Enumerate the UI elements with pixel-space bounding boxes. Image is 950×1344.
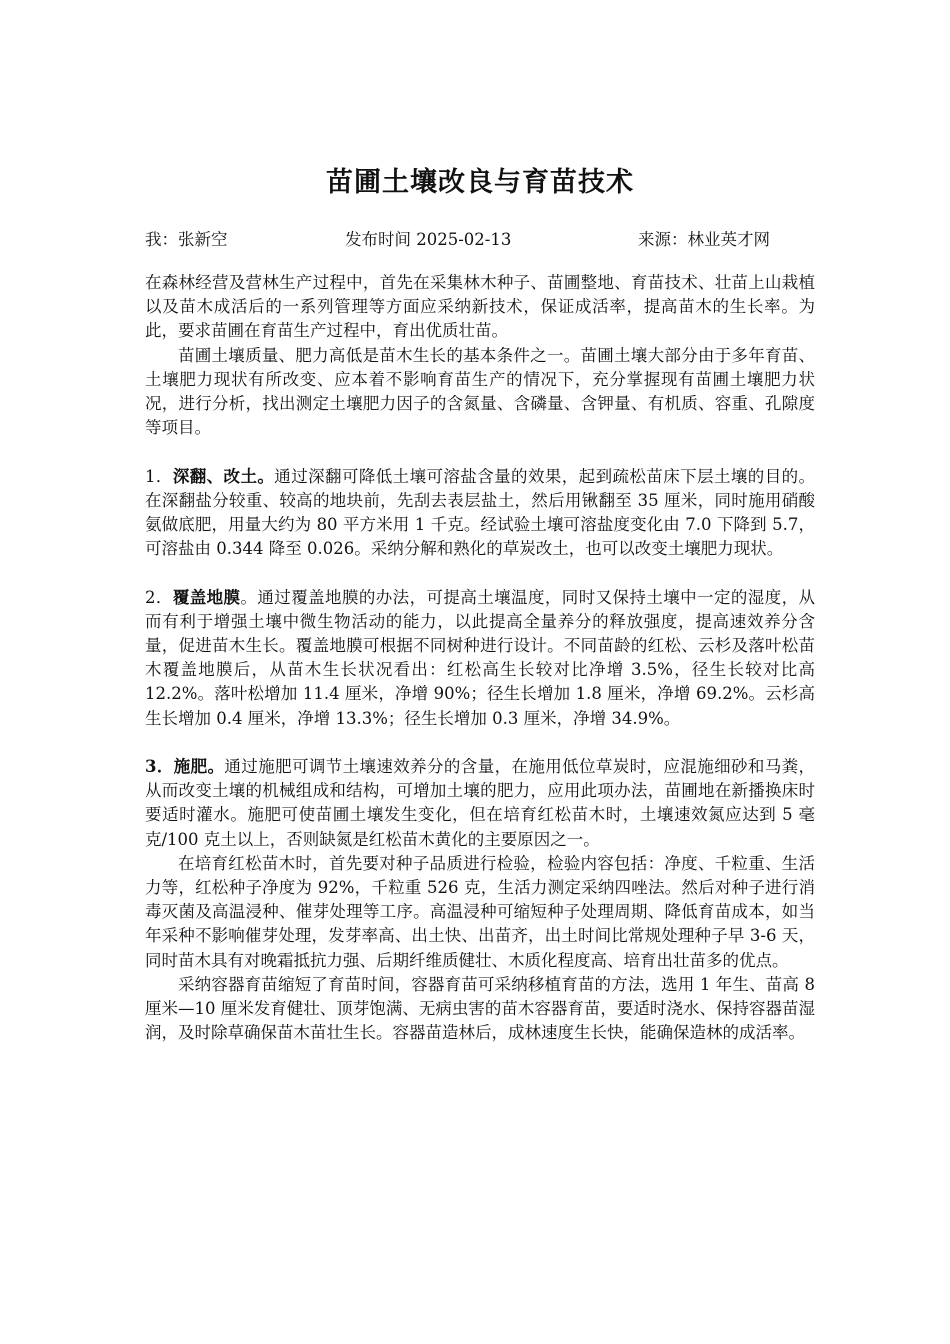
article-meta (145, 226, 815, 250)
section-heading: 覆盖地膜 (172, 587, 241, 607)
seed-inspection-paragraph: 在培育红松苗木时，首先要对种子品质进行检验，检验内容包括：净度、千粒重、生活力等，红松种子净度为 92%，千粒重 526 克，生活力测定采纳四唑法。然后对种子进行消毒灭菌及高温浸种、催芽处理等工序。高温浸种可缩短种子处理周期、降低育苗成本，如当年采种不影响催芽处理，发芽率高、出土快、出苗齐，出土时间比常规处理种子早 3-6 天，同时苗木具有对晚霜抵抗力强、后期纤维质健壮、木质化程度高、培育出壮苗多的优点。 (145, 853, 815, 970)
section-number: 1． (145, 466, 173, 486)
section-mulch-film (145, 586, 815, 731)
section-text: 。通过覆盖地膜的办法，可提高土壤温度，同时又保持土壤中一定的湿度，从而有利于增强土壤中微生物活动的能力，以此提高全量养分的释放强度，提高速效养分含量，促进苗木生长。覆盖地膜可根据不同树种进行设计。不同苗龄的红松、云杉及落叶松苗木覆盖地膜后，从苗木生长状况看出：红松高生长较对比净增 3.5%，径生长较对比高 12.2%。落叶松增加 11.4 厘米，净增 90%；径生长增加 1.8 厘米，净增 69.2%。云杉高生长增加 0.4 厘米，净增 13.3%；径生长增加 0.3 厘米，净增 34.9%。 (145, 587, 816, 728)
publish-date: 发布时间 2025-02-13 (345, 230, 512, 249)
source-label: 来源：林业英才网 (638, 230, 770, 249)
section-text: 通过深翻可降低土壤可溶盐含量的效果，起到疏松苗床下层土壤的目的。在深翻盐分较重、较高的地块前，先刮去表层盐土，然后用锹翻至 35 厘米，同时施用硝酸氨做底肥，用量大约为 80 平方米用 1 千克。经试验土壤可溶盐度变化由 7.0 下降到 5.7，可溶盐由 0.344 降至 0.026。采纳分解和熟化的草炭改土，也可以改变土壤肥力现状。 (145, 466, 816, 559)
intro-paragraph: 在森林经营及营林生产过程中，首先在采集林木种子、苗圃整地、育苗技术、壮苗上山栽植以及苗木成活后的一系列管理等方面应采纳新技术，保证成活率，提高苗木的生长率。为此，要求苗圃在育苗生产过程中，育出优质壮苗。 (145, 273, 815, 341)
page-title: 苗圃土壤改良与育苗技术 (326, 167, 634, 198)
section-heading: 施肥。 (173, 757, 225, 777)
section-fertilizing (145, 755, 815, 852)
section-number: 3． (145, 757, 174, 777)
container-seedling-paragraph: 采纳容器育苗缩短了育苗时间，容器育苗可采纳移植育苗的方法，选用 1 年生、苗高 8 厘米—10 厘米发育健壮、顶芽饱满、无病虫害的苗木容器育苗，要适时浇水、保持容器苗湿润，及时除草确保苗木苗壮生长。容器苗造林后，成林速度生长快，能确保造林的成活率。 (145, 974, 815, 1043)
article-body (145, 271, 815, 1045)
section-heading: 深翻、改土。 (172, 466, 275, 486)
section-deep-ploughing (145, 465, 815, 562)
author-label: 我：张新空 (145, 230, 228, 249)
soil-quality-paragraph: 苗圃土壤质量、肥力高低是苗木生长的基本条件之一。苗圃土壤大部分由于多年育苗、土壤肥力现状有所改变、应本着不影响育苗生产的情况下，充分掌握现有苗圃土壤肥力状况，进行分析，找出测定土壤肥力因子的含氮量、含磷量、含钾量、有机质、容重、孔隙度等项目。 (145, 345, 815, 438)
section-text: 通过施肥可调节土壤速效养分的含量，在施用低位草炭时，应混施细砂和马粪，从而改变土壤的机械组成和结构，可增加土壤的肥力，应用此项办法，苗圃地在新播换床时要适时灌水。施肥可使苗圃土壤发生变化，但在培育红松苗木时，土壤速效氮应达到 5 毫克/100 克土以上，否则缺氮是红松苗木黄化的主要原因之一。 (145, 757, 816, 849)
section-number: 2． (145, 587, 173, 607)
